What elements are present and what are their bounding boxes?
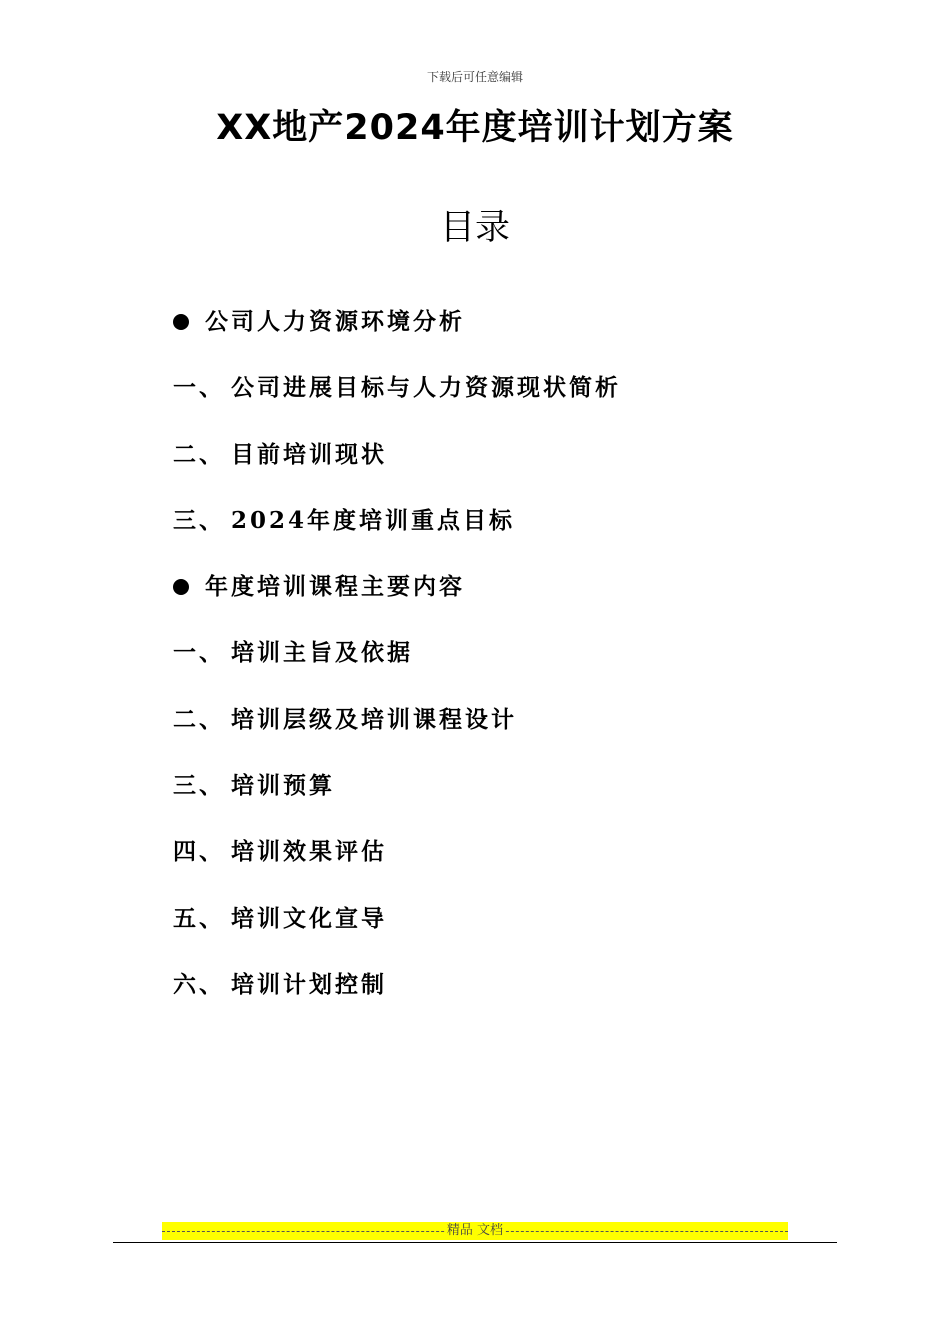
toc-item-number: 六、 [173, 970, 225, 998]
toc-item-number: 五、 [173, 904, 225, 932]
toc-item [173, 764, 873, 830]
footer-label: 精品 文档 [446, 1223, 504, 1238]
toc-item-number: 四、 [173, 838, 225, 866]
toc-item-text: 目前培训现状 [231, 440, 387, 468]
toc-item [173, 366, 873, 432]
toc-item-text: 培训预算 [231, 772, 335, 800]
table-of-contents [173, 300, 873, 1029]
toc-item-text: 年度培训课程主要内容 [205, 573, 465, 601]
toc-item [173, 963, 873, 1029]
toc-item-number: 三、 [173, 772, 225, 800]
toc-item-text: 培训主旨及依据 [231, 639, 413, 667]
toc-item-text: 公司进展目标与人力资源现状简析 [231, 374, 621, 402]
toc-item [173, 698, 873, 764]
toc-item [173, 830, 873, 896]
toc-item-number: 二、 [173, 705, 225, 733]
toc-item-text: 培训层级及培训课程设计 [231, 705, 517, 733]
toc-item-text: 培训效果评估 [231, 838, 387, 866]
bullet-icon [173, 579, 189, 595]
toc-item-text: 2024年度培训重点目标 [231, 506, 516, 534]
toc-item [173, 631, 873, 697]
toc-item-number: 一、 [173, 639, 225, 667]
toc-item [173, 300, 873, 366]
toc-item-number: 二、 [173, 440, 225, 468]
toc-item-number: 一、 [173, 374, 225, 402]
toc-item [173, 565, 873, 631]
toc-item [173, 897, 873, 963]
toc-item [173, 499, 873, 565]
document-title: XX地产2024年度培训计划方案 [216, 108, 734, 148]
toc-item-text: 培训计划控制 [231, 970, 387, 998]
footer-highlight [162, 1222, 788, 1240]
header-note: 下载后可任意编辑 [426, 70, 523, 84]
toc-item-text: 培训文化宣导 [231, 904, 387, 932]
toc-heading: 目录 [439, 208, 510, 248]
footer-divider [113, 1242, 837, 1243]
toc-item [173, 433, 873, 499]
toc-item-number: 三、 [173, 506, 225, 534]
footer-label-wrap [162, 1222, 788, 1240]
bullet-icon [173, 314, 189, 330]
toc-item-text: 公司人力资源环境分析 [205, 308, 465, 335]
